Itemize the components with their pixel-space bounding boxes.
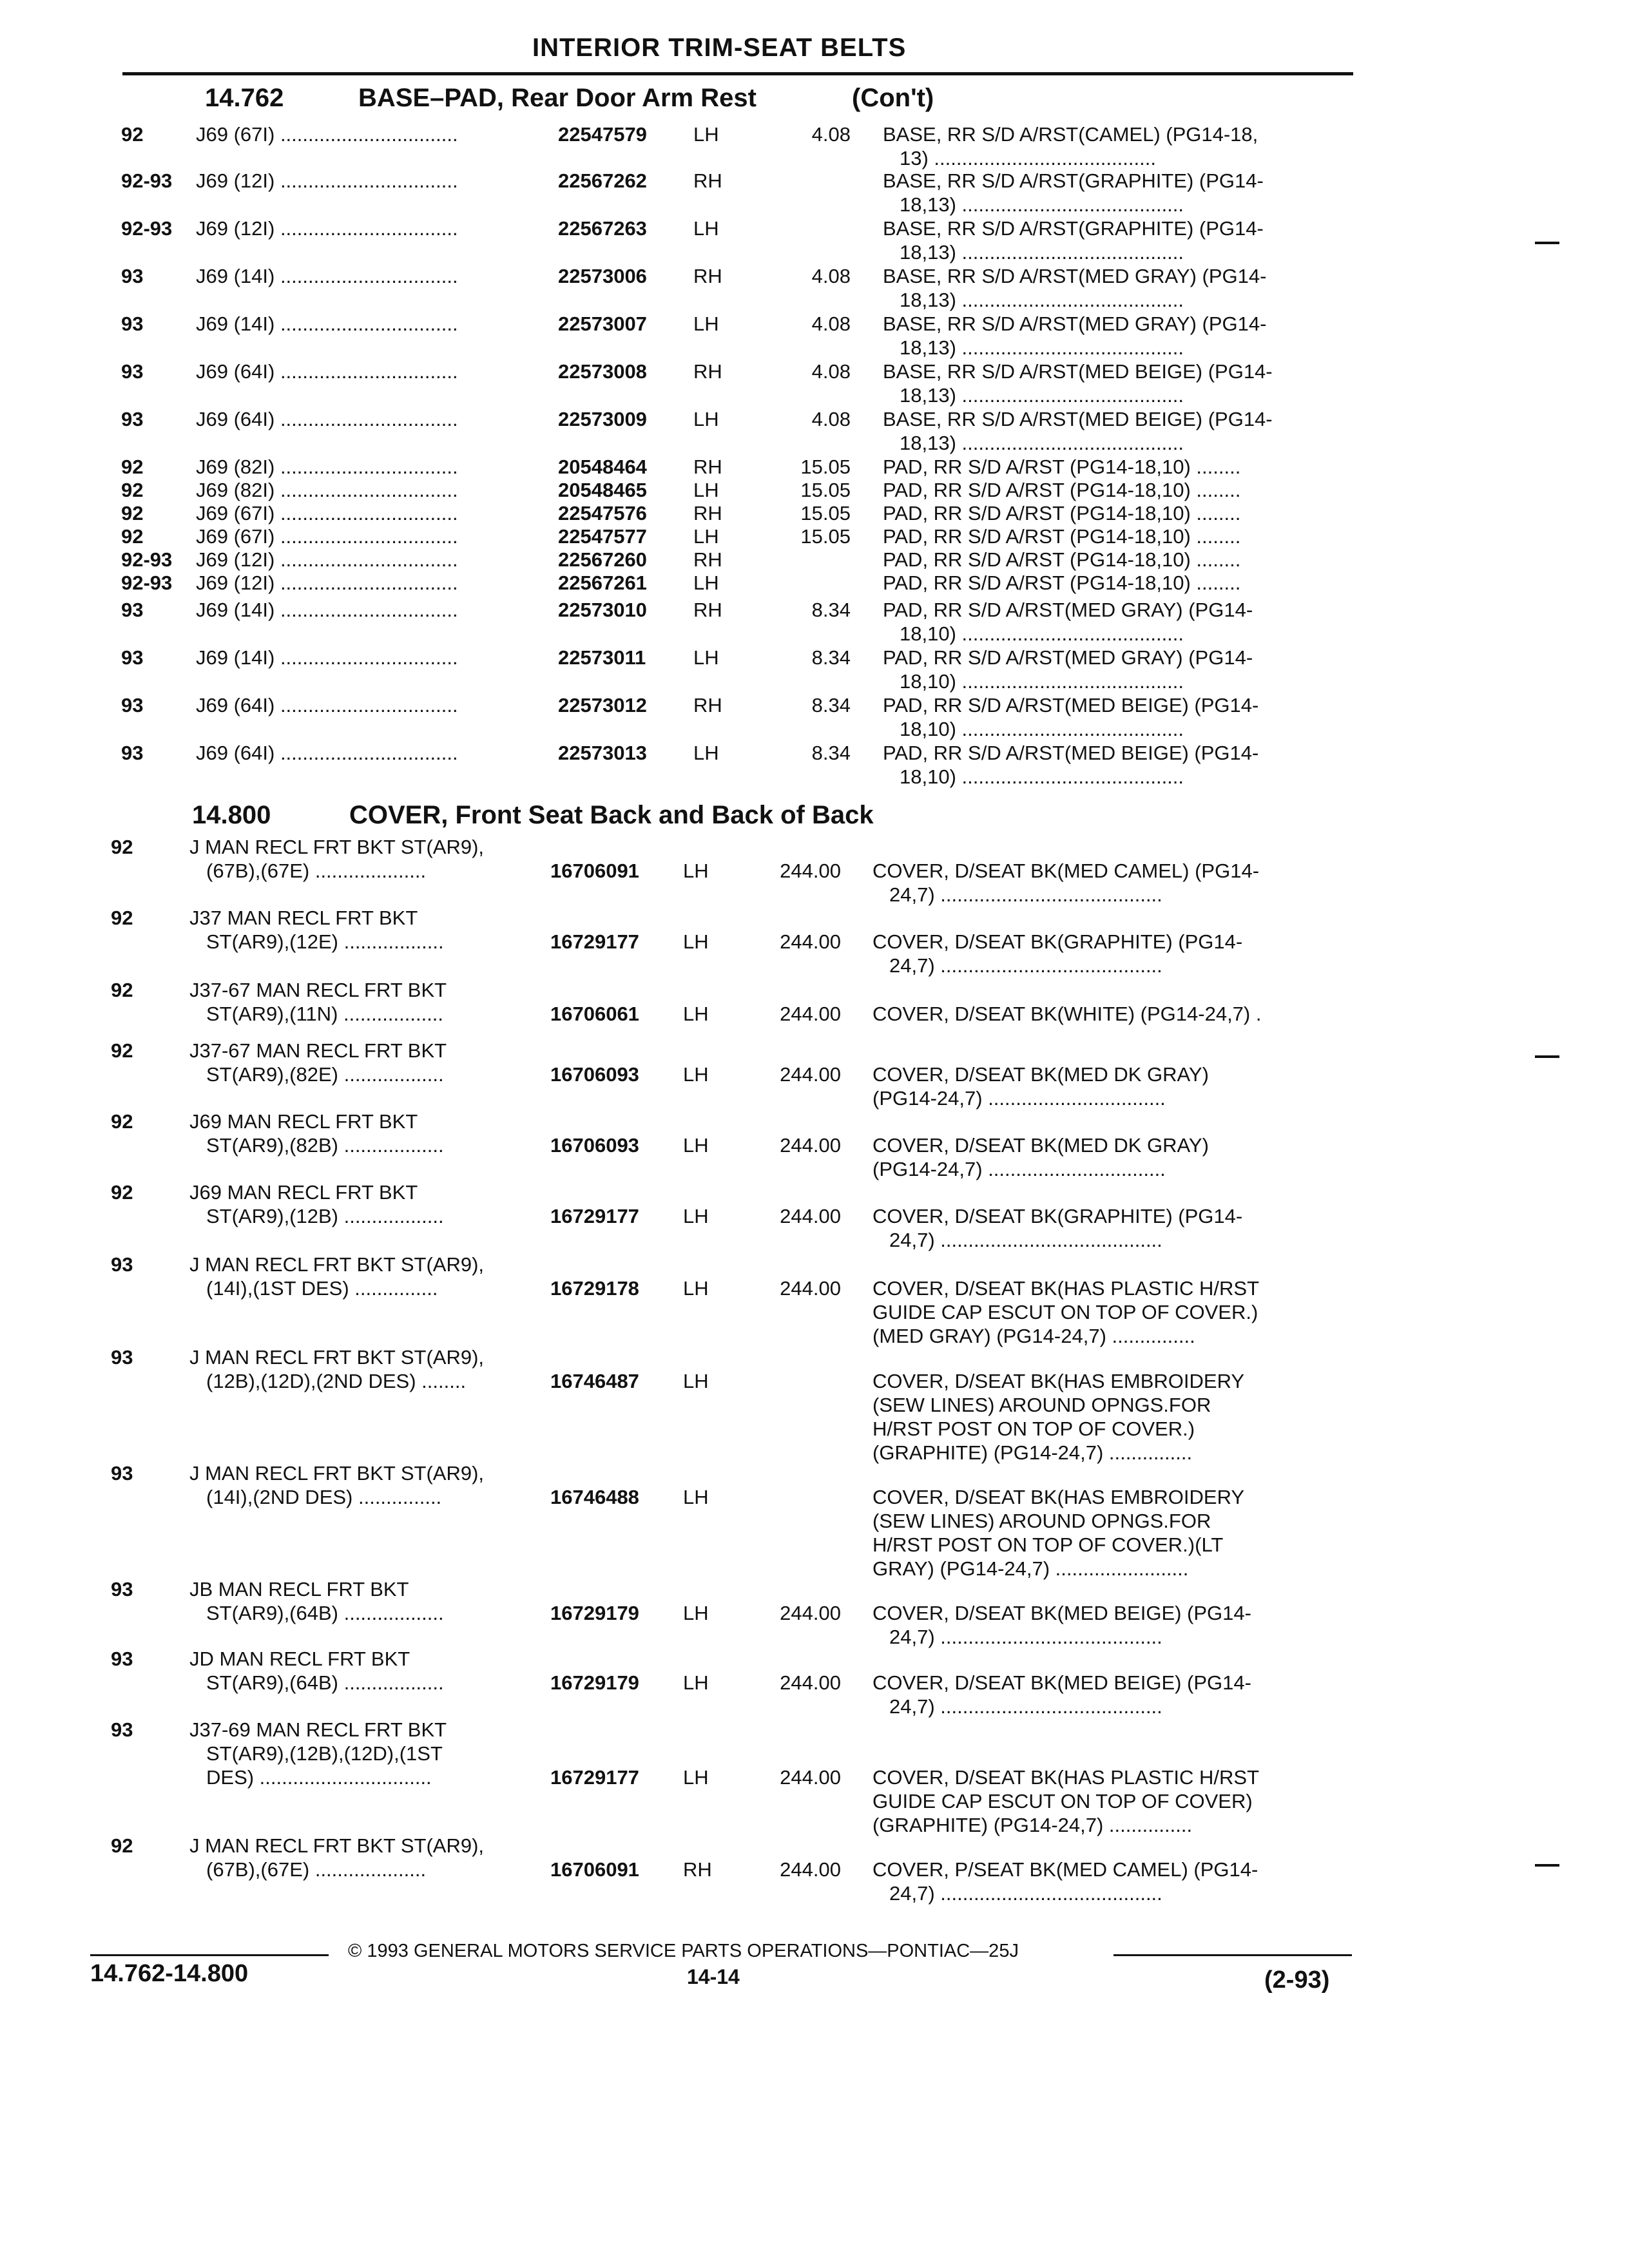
model-application [189,1461,539,1509]
section-number: 14.800 [192,801,271,829]
part-number: 22573009 [558,408,647,430]
part-description [883,455,1347,479]
description-line: 18,13) ........................................ [900,241,1184,264]
part-description [883,407,1347,455]
side-indicator: LH [683,860,709,882]
model-line: J MAN RECL FRT BKT ST(AR9), [189,836,485,858]
side-indicator: LH [683,1602,709,1624]
description-line: COVER, D/SEAT BK(GRAPHITE) (PG14- [872,930,1243,953]
part-description [872,930,1347,977]
description-line: PAD, RR S/D A/RST (PG14-18,10) ........ [883,456,1241,478]
model-year: 93 [121,360,144,383]
description-line: PAD, RR S/D A/RST (PG14-18,10) ........ [883,548,1241,571]
part-description [872,1765,1347,1837]
model-line: J69 (82I) ................................ [196,479,458,501]
part-number: 16729177 [550,930,639,953]
description-line: GUIDE CAP ESCUT ON TOP OF COVER) [872,1790,1253,1812]
model-year: 92 [121,479,144,501]
description-line: BASE, RR S/D A/RST(CAMEL) (PG14-18, [883,123,1258,146]
model-year: 93 [111,1648,133,1670]
side-indicator: RH [693,456,722,478]
model-line: J69 (64I) ................................ [196,694,458,716]
part-description [872,1002,1347,1026]
model-line: (67B),(67E) .................... [206,860,427,882]
model-application [196,548,546,572]
model-application [196,122,546,146]
side-indicator: LH [693,479,719,501]
description-line: (SEW LINES) AROUND OPNGS.FOR [872,1510,1211,1532]
description-line: PAD, RR S/D A/RST(MED GRAY) (PG14- [883,599,1253,621]
description-line: COVER, D/SEAT BK(HAS PLASTIC H/RST [872,1277,1260,1300]
unit-price: 244.00 [780,1063,841,1086]
part-description [883,741,1347,789]
model-application [189,1834,539,1881]
model-line: ST(AR9),(82B) .................. [206,1134,444,1157]
part-number: 22573007 [558,312,647,335]
part-description [883,169,1347,216]
description-line: H/RST POST ON TOP OF COVER.)(LT [872,1533,1224,1556]
description-line: COVER, D/SEAT BK(HAS EMBROIDERY [872,1486,1245,1508]
description-line: 24,7) ........................................ [889,1229,1162,1251]
model-application [196,478,546,502]
part-description [883,646,1347,693]
part-description [883,548,1347,572]
description-line: BASE, RR S/D A/RST(MED BEIGE) (PG14- [883,360,1273,383]
model-line: J MAN RECL FRT BKT ST(AR9), [189,1462,485,1485]
part-number: 22547576 [558,502,647,524]
part-number: 16729179 [550,1602,639,1624]
part-description [872,859,1347,907]
model-line: J69 (12I) ................................ [196,169,458,192]
model-year: 93 [121,599,144,621]
part-description [883,478,1347,502]
part-number: 22547577 [558,525,647,548]
header-rule [122,72,1353,75]
side-indicator: LH [683,1063,709,1086]
description-line: 24,7) ........................................ [889,883,1162,906]
description-line: GRAY) (PG14-24,7) ........................ [872,1557,1189,1580]
model-year: 92 [111,979,133,1001]
model-application [196,501,546,525]
part-number: 16706091 [550,860,639,882]
unit-price: 15.05 [800,525,851,548]
model-line: ST(AR9),(12B) .................. [206,1205,444,1227]
model-line: (14I),(1ST DES) ............... [206,1277,438,1300]
part-description [883,264,1347,312]
model-application [196,264,546,288]
model-line: ST(AR9),(82E) .................. [206,1063,444,1086]
description-line: 24,7) ........................................ [889,954,1162,977]
model-year: 93 [111,1346,133,1369]
description-line: COVER, D/SEAT BK(MED BEIGE) (PG14- [872,1602,1251,1624]
model-year: 92 [121,525,144,548]
part-description [883,312,1347,360]
side-indicator: RH [693,599,722,621]
description-line: PAD, RR S/D A/RST(MED BEIGE) (PG14- [883,742,1259,764]
model-line: (12B),(12D),(2ND DES) ........ [206,1370,467,1392]
model-line: JD MAN RECL FRT BKT [189,1648,410,1670]
side-indicator: LH [693,646,719,669]
model-line: ST(AR9),(11N) .................. [206,1003,444,1025]
side-indicator: RH [693,694,722,716]
model-year: 93 [121,265,144,287]
side-indicator: LH [683,1134,709,1157]
page-header [0,34,1629,72]
part-number: 16729178 [550,1277,639,1300]
unit-price: 15.05 [800,456,851,478]
model-application [189,978,539,1026]
description-line: PAD, RR S/D A/RST (PG14-18,10) ........ [883,502,1241,524]
unit-price: 244.00 [780,930,841,953]
model-application [189,1039,539,1086]
unit-price: 244.00 [780,1858,841,1881]
model-application [196,598,546,622]
model-application [196,693,546,717]
model-line: (67B),(67E) .................... [206,1858,427,1881]
model-line: J69 (82I) ................................ [196,456,458,478]
model-line: J69 (14I) ................................ [196,646,458,669]
model-line: J MAN RECL FRT BKT ST(AR9), [189,1834,485,1857]
model-year: 93 [111,1462,133,1485]
model-year: 92-93 [121,169,173,192]
model-line: J37-67 MAN RECL FRT BKT [189,979,447,1001]
model-line: J37 MAN RECL FRT BKT [189,907,418,929]
model-year: 93 [121,408,144,430]
model-line: J69 (64I) ................................ [196,408,458,430]
section-number: 14.762 [205,84,284,112]
part-description [883,216,1347,264]
model-application [189,1253,539,1300]
model-line: J69 (67I) ................................ [196,123,458,146]
model-year: 92 [121,456,144,478]
margin-mark [1535,1055,1559,1058]
footer-date: (2-93) [1264,1966,1330,1994]
model-line: JB MAN RECL FRT BKT [189,1578,409,1600]
footer-range: 14.762-14.800 [90,1960,249,1987]
side-indicator: LH [693,123,719,146]
model-application [189,906,539,954]
part-description [883,122,1347,170]
part-number: 22573006 [558,265,647,287]
part-number: 22567261 [558,572,647,594]
model-line: J69 (12I) ................................ [196,217,458,240]
model-year: 92-93 [121,548,173,571]
description-line: 18,13) ........................................ [900,336,1184,359]
model-year: 93 [111,1578,133,1600]
unit-price: 244.00 [780,1134,841,1157]
model-application [196,646,546,669]
description-line: COVER, D/SEAT BK(WHITE) (PG14-24,7) . [872,1003,1262,1025]
description-line: 18,10) ........................................ [900,622,1184,645]
description-line: H/RST POST ON TOP OF COVER.) [872,1418,1195,1440]
model-year: 93 [111,1253,133,1276]
model-year: 92 [111,836,133,858]
model-application [196,524,546,548]
description-line: BASE, RR S/D A/RST(MED GRAY) (PG14- [883,312,1267,335]
description-line: (SEW LINES) AROUND OPNGS.FOR [872,1394,1211,1416]
side-indicator: LH [683,1766,709,1789]
model-application [196,169,546,193]
model-application [196,312,546,336]
part-description [872,1485,1347,1581]
model-application [189,835,539,883]
page-title: INTERIOR TRIM-SEAT BELTS [532,34,907,62]
unit-price: 244.00 [780,1205,841,1227]
part-number: 22567260 [558,548,647,571]
description-line: 18,13) ........................................ [900,289,1184,311]
model-year: 93 [121,646,144,669]
model-line: J37-69 MAN RECL FRT BKT [189,1718,447,1741]
description-line: 18,13) ........................................ [900,432,1184,454]
description-line: 18,10) ........................................ [900,765,1184,788]
part-description [883,598,1347,646]
unit-price: 244.00 [780,1003,841,1025]
section-continued: (Con't) [852,84,934,112]
description-line: (MED GRAY) (PG14-24,7) ............... [872,1325,1195,1347]
description-line: COVER, D/SEAT BK(GRAPHITE) (PG14- [872,1205,1243,1227]
model-line: DES) ............................... [206,1766,432,1789]
part-number: 16729177 [550,1205,639,1227]
unit-price: 4.08 [811,123,851,146]
description-line: 13) ........................................ [900,147,1156,169]
description-line: 18,13) ........................................ [900,384,1184,407]
description-line: PAD, RR S/D A/RST (PG14-18,10) ........ [883,525,1241,548]
part-number: 22567263 [558,217,647,240]
description-line: COVER, D/SEAT BK(MED BEIGE) (PG14- [872,1671,1251,1694]
footer-rule-left [90,1954,329,1956]
model-year: 92 [111,1110,133,1133]
description-line: 24,7) ........................................ [889,1882,1162,1905]
side-indicator: LH [693,525,719,548]
side-indicator: LH [693,312,719,335]
side-indicator: LH [683,930,709,953]
part-description [883,571,1347,595]
section-title: BASE–PAD, Rear Door Arm Rest [358,84,757,112]
model-line: J69 (14I) ................................ [196,312,458,335]
model-line: J69 (14I) ................................ [196,265,458,287]
model-year: 92 [121,123,144,146]
description-line: COVER, D/SEAT BK(HAS PLASTIC H/RST [872,1766,1260,1789]
unit-price: 244.00 [780,1602,841,1624]
model-application [196,360,546,383]
part-number: 16706093 [550,1134,639,1157]
side-indicator: LH [693,742,719,764]
model-line: J69 (64I) ................................ [196,742,458,764]
description-line: 24,7) ........................................ [889,1695,1162,1718]
side-indicator: LH [683,1671,709,1694]
model-line: ST(AR9),(64B) .................. [206,1671,444,1694]
footer-page-number: 14-14 [687,1965,740,1988]
unit-price: 15.05 [800,502,851,524]
part-number: 22573008 [558,360,647,383]
model-application [189,1110,539,1157]
part-description [872,1369,1347,1465]
part-number: 16746488 [550,1486,639,1508]
side-indicator: LH [693,217,719,240]
margin-mark [1535,1864,1559,1867]
part-description [872,1276,1347,1348]
description-line: 18,10) ........................................ [900,670,1184,693]
model-line: J69 MAN RECL FRT BKT [189,1110,418,1133]
unit-price: 4.08 [811,360,851,383]
model-line: J69 MAN RECL FRT BKT [189,1181,418,1204]
part-description [872,1062,1347,1110]
unit-price: 244.00 [780,1671,841,1694]
description-line: BASE, RR S/D A/RST(MED BEIGE) (PG14- [883,408,1273,430]
unit-price: 15.05 [800,479,851,501]
footer-copyright: © 1993 GENERAL MOTORS SERVICE PARTS OPERATIONS—PONTIAC—25J [348,1941,1019,1961]
description-line: (GRAPHITE) (PG14-24,7) ............... [872,1441,1193,1464]
model-line: J69 (64I) ................................ [196,360,458,383]
part-description [883,501,1347,525]
description-line: (PG14-24,7) ................................ [872,1158,1166,1180]
margin-mark [1535,242,1559,244]
description-line: (GRAPHITE) (PG14-24,7) ............... [872,1814,1193,1836]
part-description [883,524,1347,548]
description-line: 18,13) ........................................ [900,193,1184,216]
footer-rule-right [1113,1954,1352,1956]
model-line: ST(AR9),(12E) .................. [206,930,444,953]
model-line: (14I),(2ND DES) ............... [206,1486,442,1508]
model-line: ST(AR9),(12B),(12D),(1ST [206,1742,443,1765]
model-line: J37-67 MAN RECL FRT BKT [189,1039,447,1062]
unit-price: 4.08 [811,312,851,335]
model-application [189,1718,539,1789]
description-line: COVER, P/SEAT BK(MED CAMEL) (PG14- [872,1858,1258,1881]
unit-price: 244.00 [780,1766,841,1789]
model-year: 92-93 [121,572,173,594]
model-year: 93 [121,742,144,764]
part-number: 20548465 [558,479,647,501]
model-year: 92 [121,502,144,524]
model-line: J MAN RECL FRT BKT ST(AR9), [189,1346,485,1369]
model-application [196,571,546,595]
part-number: 16746487 [550,1370,639,1392]
side-indicator: RH [693,265,722,287]
side-indicator: RH [693,360,722,383]
model-line: J69 (12I) ................................ [196,572,458,594]
model-line: ST(AR9),(64B) .................. [206,1602,444,1624]
model-year: 92 [111,1039,133,1062]
description-line: BASE, RR S/D A/RST(GRAPHITE) (PG14- [883,169,1264,192]
model-application [189,1180,539,1228]
part-number: 22567262 [558,169,647,192]
side-indicator: LH [683,1486,709,1508]
description-line: BASE, RR S/D A/RST(GRAPHITE) (PG14- [883,217,1264,240]
model-line: J69 (12I) ................................ [196,548,458,571]
model-application [189,1577,539,1625]
part-number: 22573010 [558,599,647,621]
description-line: GUIDE CAP ESCUT ON TOP OF COVER.) [872,1301,1258,1323]
side-indicator: RH [683,1858,712,1881]
model-line: J69 (67I) ................................ [196,502,458,524]
description-line: COVER, D/SEAT BK(HAS EMBROIDERY [872,1370,1245,1392]
model-line: J69 (14I) ................................ [196,599,458,621]
part-number: 22573011 [558,646,646,669]
model-application [196,741,546,765]
part-number: 22573012 [558,694,647,716]
model-year: 92 [111,907,133,929]
model-year: 92-93 [121,217,173,240]
side-indicator: LH [683,1370,709,1392]
unit-price: 244.00 [780,1277,841,1300]
model-year: 93 [121,312,144,335]
unit-price: 8.34 [811,742,851,764]
description-line: (PG14-24,7) ................................ [872,1087,1166,1110]
part-number: 16729179 [550,1671,639,1694]
description-line: PAD, RR S/D A/RST (PG14-18,10) ........ [883,479,1241,501]
part-number: 16706093 [550,1063,639,1086]
part-number: 16706061 [550,1003,639,1025]
unit-price: 4.08 [811,265,851,287]
part-number: 16706091 [550,1858,639,1881]
description-line: COVER, D/SEAT BK(MED CAMEL) (PG14- [872,860,1260,882]
model-year: 92 [111,1834,133,1857]
description-line: 18,10) ........................................ [900,718,1184,740]
model-application [189,1345,539,1393]
side-indicator: LH [683,1003,709,1025]
description-line: 24,7) ........................................ [889,1626,1162,1648]
part-description [883,693,1347,741]
unit-price: 8.34 [811,646,851,669]
side-indicator: RH [693,169,722,192]
unit-price: 8.34 [811,599,851,621]
side-indicator: LH [693,572,719,594]
part-description [872,1601,1347,1649]
unit-price: 244.00 [780,860,841,882]
description-line: COVER, D/SEAT BK(MED DK GRAY) [872,1134,1209,1157]
part-description [883,360,1347,407]
model-application [196,407,546,431]
description-line: PAD, RR S/D A/RST(MED BEIGE) (PG14- [883,694,1259,716]
section-title: COVER, Front Seat Back and Back of Back [349,801,874,829]
side-indicator: RH [693,548,722,571]
model-year: 93 [121,694,144,716]
side-indicator: LH [683,1205,709,1227]
description-line: COVER, D/SEAT BK(MED DK GRAY) [872,1063,1209,1086]
part-number: 22573013 [558,742,647,764]
part-description [872,1858,1347,1905]
part-number: 20548464 [558,456,647,478]
model-application [196,455,546,479]
model-line: J MAN RECL FRT BKT ST(AR9), [189,1253,485,1276]
model-application [196,216,546,240]
description-line: BASE, RR S/D A/RST(MED GRAY) (PG14- [883,265,1267,287]
unit-price: 4.08 [811,408,851,430]
model-application [189,1647,539,1695]
model-year: 93 [111,1718,133,1741]
side-indicator: LH [683,1277,709,1300]
model-line: J69 (67I) ................................ [196,525,458,548]
part-description [872,1671,1347,1718]
part-description [872,1204,1347,1252]
unit-price: 8.34 [811,694,851,716]
model-year: 92 [111,1181,133,1204]
part-number: 22547579 [558,123,647,146]
part-number: 16729177 [550,1766,639,1789]
description-line: PAD, RR S/D A/RST(MED GRAY) (PG14- [883,646,1253,669]
description-line: PAD, RR S/D A/RST (PG14-18,10) ........ [883,572,1241,594]
part-description [872,1133,1347,1181]
side-indicator: LH [693,408,719,430]
side-indicator: RH [693,502,722,524]
